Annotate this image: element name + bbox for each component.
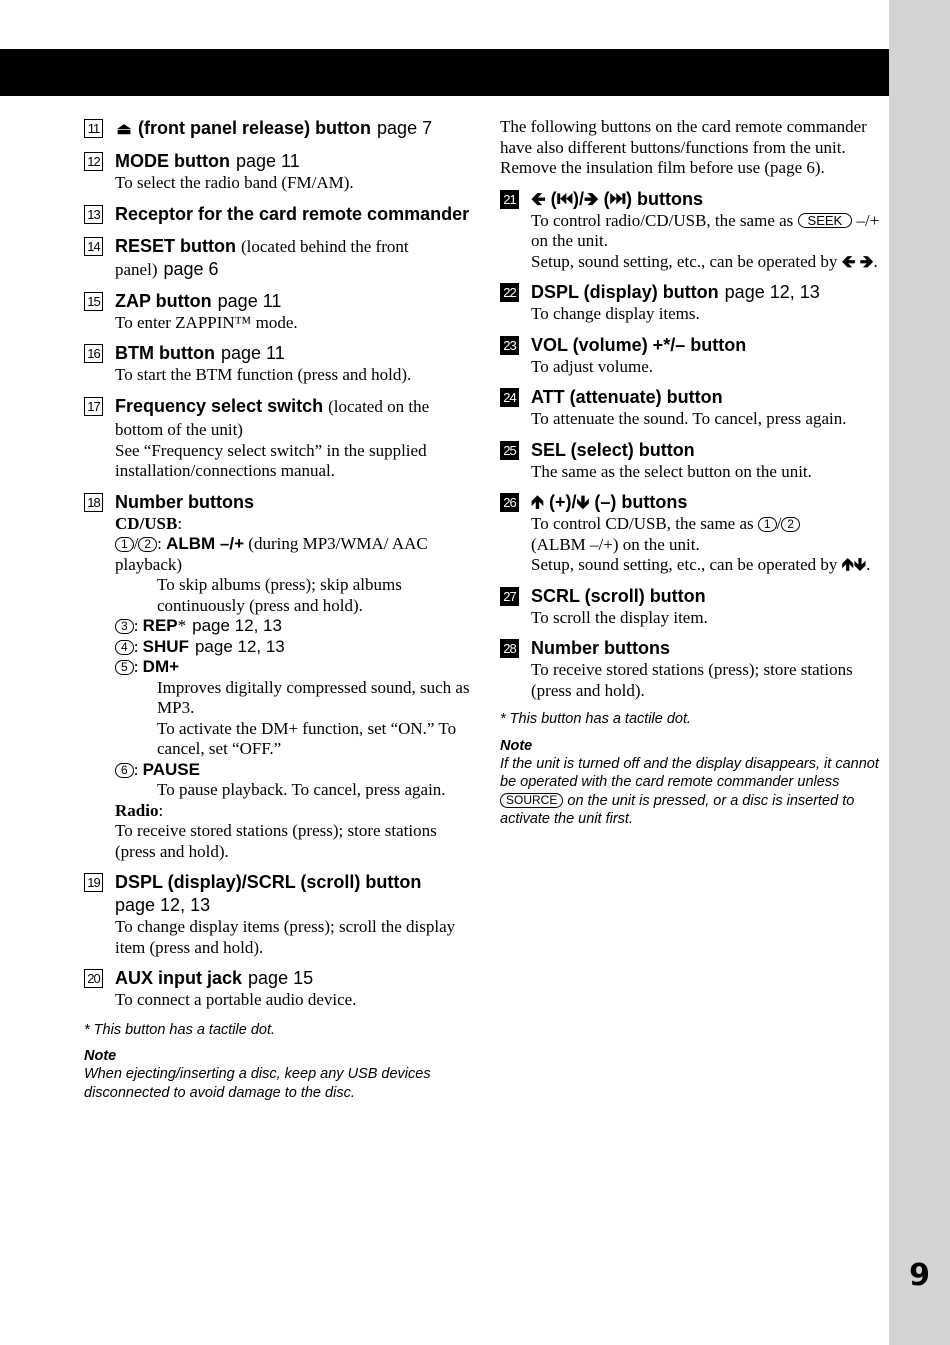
number-buttons-detail: CD/USB: 1 / 2 : ALBM –/+ (during MP3/WMA/ AAC playback) To skip albums (press); skip albums continuously (press and hold). 3 : REP* page 12, 13 4 : SHUF page 12, 13 5 : DM+ Improves digitally compressed sound, such as MP3. To activate the DM+ function, set “ON.” To cancel, set “OFF.” 6 : PAUSE To pause playback. To cancel, press again. Radio: To receive stored stations (press); store stations (press and hold). <box>115 513 470 861</box>
item-15 <box>84 290 470 334</box>
item-description: To control CD/USB, the same as <box>531 514 754 533</box>
dm-label: DM+ <box>142 657 180 676</box>
page-ref: page 12, 13 <box>724 282 820 302</box>
item-description: To receive stored stations (press); store stations (press and hold). <box>531 660 853 700</box>
key-4: 4 <box>115 640 134 655</box>
item-description: (ALBM –/+) on the unit. <box>531 534 700 554</box>
page-sidebar <box>889 0 950 1345</box>
item-description: The same as the select button on the unit. <box>531 461 812 481</box>
item-number: 14 <box>84 237 103 256</box>
note-text-part: If the unit is turned off and the display disappears, it cannot be operated with the card remote commander unless <box>500 755 879 790</box>
note-text-part: on the unit is pressed, or a disc is inserted to activate the unit first. <box>500 792 855 827</box>
item-heading: DSPL (display)/SCRL (scroll) button <box>115 872 422 892</box>
item-note: (located behind the front panel) <box>115 236 409 279</box>
item-number: 26 <box>500 493 519 512</box>
page-ref: page 12, 13 <box>192 616 282 635</box>
radio-label: Radio <box>115 800 159 820</box>
page-ref: page 6 <box>163 258 219 279</box>
key-1: 1 <box>115 537 134 552</box>
albm-description: To skip albums (press); skip albums continuously (press and hold). <box>157 575 402 615</box>
footnote: * This button has a tactile dot. <box>500 711 692 727</box>
note-text <box>500 755 885 829</box>
item-number: 16 <box>84 344 103 363</box>
item-11 <box>84 117 470 141</box>
item-description: Setup, sound setting, etc., can be operated by <box>531 555 838 574</box>
item-heading: Number buttons <box>531 638 670 658</box>
item-heading: SCRL (scroll) button <box>531 585 706 606</box>
left-column <box>84 117 470 1102</box>
item-16 <box>84 342 470 386</box>
item-description: To adjust volume. <box>531 356 654 376</box>
item-14 <box>84 235 470 281</box>
item-description: To change display items. <box>531 304 700 323</box>
item-description: To select the radio band (FM/AM). <box>115 173 354 192</box>
key-1: 1 <box>758 517 777 532</box>
item-heading: Frequency select switch <box>115 395 324 416</box>
item-27 <box>500 585 885 629</box>
page-ref: page 11 <box>220 343 285 363</box>
item-description: To start the BTM function (press and hold). <box>115 365 412 384</box>
item-number: 20 <box>84 969 103 988</box>
item-24 <box>500 386 885 430</box>
item-20 <box>84 967 470 1011</box>
page-number: 9 <box>909 1258 930 1293</box>
footnote: * This button has a tactile dot. <box>84 1021 276 1038</box>
cdusb-label: CD/USB <box>115 513 178 533</box>
item-heading: ZAP button <box>115 290 212 311</box>
front-panel-release-icon: ⏏ <box>116 121 132 138</box>
key-2: 2 <box>138 537 157 552</box>
radio-description: To receive stored stations (press); store stations (press and hold). <box>115 821 437 861</box>
pause-label: PAUSE <box>142 759 200 779</box>
item-heading: VOL (volume) +*/– button <box>531 334 747 355</box>
item-description: To attenuate the sound. To cancel, press again. <box>531 409 847 428</box>
right-column <box>500 117 885 829</box>
item-number: 27 <box>500 587 519 606</box>
item-18 <box>84 491 470 863</box>
page-ref: page 15 <box>248 968 314 988</box>
item-heading: Number buttons <box>115 491 254 512</box>
footnote-text: This button has a tactile dot. <box>93 1021 276 1038</box>
up-arrow-icon: 🡹 <box>531 492 544 512</box>
rep-label: REP <box>142 616 178 635</box>
item-heading: DSPL (display) button <box>531 282 719 302</box>
item-number: 24 <box>500 388 519 407</box>
dm-description: To activate the DM+ function, set “ON.” To cancel, set “OFF.” <box>157 718 457 758</box>
note-heading: Note <box>84 1048 117 1064</box>
item-23 <box>500 334 885 378</box>
item-number: 25 <box>500 441 519 460</box>
item-heading: (+)/ <box>548 492 577 512</box>
item-22 <box>500 281 885 325</box>
item-number: 19 <box>84 873 103 892</box>
header-bar <box>0 49 889 96</box>
pause-description: To pause playback. To cancel, press again. <box>157 780 446 799</box>
key-2: 2 <box>781 517 800 532</box>
item-description: –/+ on the unit. <box>531 210 880 250</box>
item-28 <box>500 637 885 701</box>
intro-text: The following buttons on the card remote commander have also different buttons/functions from the unit. Remove the insulation film before use (page 6). <box>500 117 867 177</box>
item-25 <box>500 439 885 483</box>
right-arrow-icon: 🡺 <box>584 188 599 209</box>
item-number: 13 <box>84 205 103 224</box>
item-heading: SEL (select) button <box>531 439 695 460</box>
shuf-label: SHUF <box>142 636 189 656</box>
left-right-arrows-icon: 🡸 🡺 <box>841 251 874 271</box>
item-number: 21 <box>500 190 519 209</box>
item-heading: RESET button <box>115 235 236 256</box>
item-number: 15 <box>84 292 103 311</box>
item-heading: Receptor for the card remote commander <box>115 203 470 224</box>
source-key: SOURCE <box>500 793 563 808</box>
item-description: See “Frequency select switch” in the supplied installation/connections manual. <box>115 440 427 480</box>
footnote-text: This button has a tactile dot. <box>509 711 692 727</box>
item-number: 11 <box>84 119 103 138</box>
item-description: To control radio/CD/USB, the same as <box>531 210 794 230</box>
item-19 <box>84 871 470 958</box>
next-track-icon: ⏭ <box>609 188 627 209</box>
item-number: 12 <box>84 152 103 171</box>
down-arrow-icon: 🡻 <box>576 492 590 512</box>
item-description: To enter ZAPPIN™ mode. <box>115 312 298 332</box>
seek-key: SEEK <box>798 213 853 228</box>
page-ref: page 12, 13 <box>115 895 211 915</box>
item-number: 17 <box>84 397 103 416</box>
item-heading: buttons <box>637 188 704 209</box>
item-21: 21 🡸 (⏮)/🡺 (⏭) buttons To control radio/CD/USB, the same as SEEK –/+ on the unit. Setup, sound setting, etc., can be operated by 🡸 🡺. <box>500 188 885 273</box>
item-12 <box>84 150 470 194</box>
item-number: 22 <box>500 283 519 302</box>
item-heading: BTM button <box>115 343 215 363</box>
left-arrow-icon: 🡸 <box>531 188 546 209</box>
page-ref: page 11 <box>217 290 282 311</box>
key-6: 6 <box>115 763 134 778</box>
key-3: 3 <box>115 619 134 634</box>
dm-description: Improves digitally compressed sound, such as MP3. <box>157 677 470 717</box>
item-26: 26 🡹 (+)/🡻 (–) buttons To control CD/USB, the same as 1 / 2 (ALBM –/+) on the unit. Setup, sound setting, etc., can be operated by 🡹🡻. <box>500 491 885 576</box>
up-down-arrows-icon: 🡹🡻 <box>841 555 867 574</box>
note-heading: Note <box>500 737 533 754</box>
item-number: 23 <box>500 336 519 355</box>
item-heading: ATT (attenuate) button <box>531 387 723 407</box>
key-5: 5 <box>115 660 134 675</box>
item-heading: (–) buttons <box>594 492 688 512</box>
page-ref: page 7 <box>377 118 433 138</box>
item-number: 28 <box>500 639 519 658</box>
item-description: To change display items (press); scroll the display item (press and hold). <box>115 917 456 957</box>
item-note: (located on the bottom of the unit) <box>115 396 430 439</box>
item-description: To connect a portable audio device. <box>115 990 357 1009</box>
note-text: When ejecting/inserting a disc, keep any USB devices disconnected to avoid damage to the disc. <box>84 1066 431 1101</box>
albm-label: ALBM –/+ <box>166 534 245 553</box>
item-description: To scroll the display item. <box>531 607 708 627</box>
prev-track-icon: ⏮ <box>556 188 574 209</box>
item-description: Setup, sound setting, etc., can be operated by <box>531 251 838 271</box>
item-13 <box>84 203 470 226</box>
item-17 <box>84 395 470 482</box>
item-heading: MODE button <box>115 151 230 171</box>
item-heading: (front panel release) button <box>138 118 372 138</box>
page-ref: page 11 <box>235 151 300 171</box>
albm-note: (during MP3/WMA/ AAC playback) <box>115 534 428 574</box>
item-heading: AUX input jack <box>115 968 243 988</box>
page-ref: page 12, 13 <box>194 636 285 656</box>
item-number: 18 <box>84 493 103 512</box>
